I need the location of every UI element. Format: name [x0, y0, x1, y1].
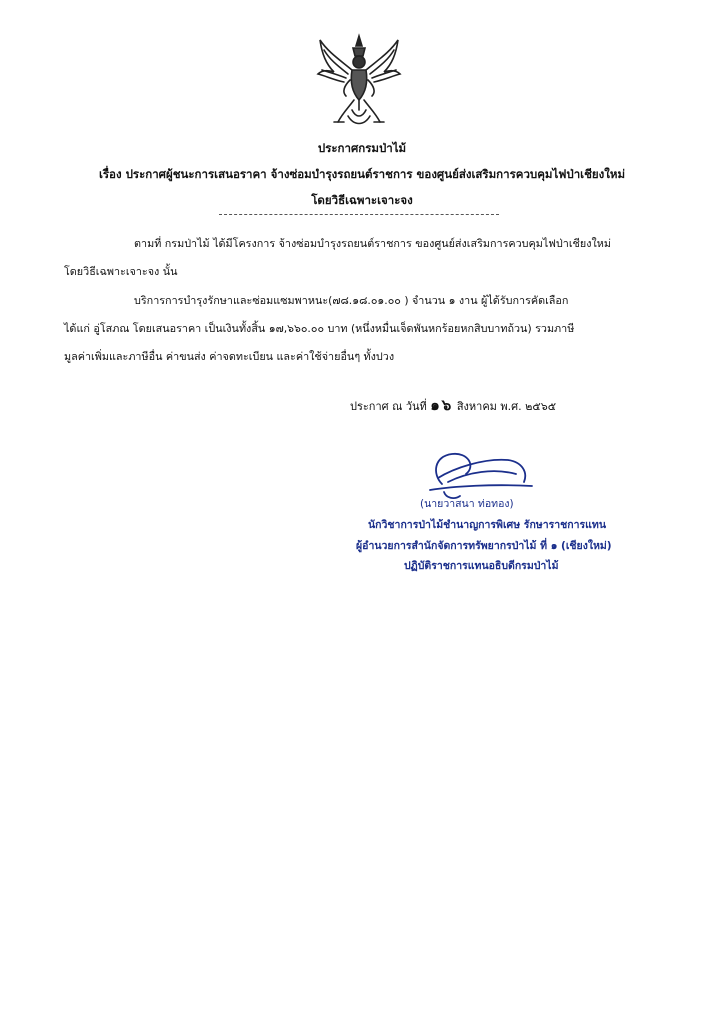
signatory-position-1: นักวิชาการป่าไม้ชำนาญการพิเศษ รักษาราชการแทน — [368, 519, 607, 531]
subject-line: เรื่อง ประกาศผู้ชนะการเสนอราคา จ้างซ่อมบำรุงรถยนต์ราชการ ของศูนย์ส่งเสริมการควบคุมไฟป่าเชียงใหม่ — [98, 167, 626, 181]
announcement-date — [350, 393, 556, 417]
date-prefix: ประกาศ ณ วันที่ — [350, 400, 427, 413]
signatory-name: (นายวาสนา ท่อทอง) — [420, 498, 514, 510]
dashed-divider — [219, 214, 499, 215]
garuda-emblem — [312, 30, 406, 130]
body-paragraph-2-line-2: ได้แก่ อู่โสภณ โดยเสนอราคา เป็นเงินทั้งสิ้น ๑๗,๖๖๐.๐๐ บาท (หนึ่งหมื่นเจ็ดพันหกร้อยหกสิบบาทถ้วน) รวมภาษี — [64, 322, 575, 335]
method-line: โดยวิธีเฉพาะเจาะจง — [311, 193, 413, 207]
body-paragraph-1-line-1: ตามที่ กรมป่าไม้ ได้มีโครงการ จ้างซ่อมบำรุงรถยนต์ราชการ ของศูนย์ส่งเสริมการควบคุมไฟป่าเชียงใหม่ — [134, 237, 611, 250]
body-paragraph-2-line-3: มูลค่าเพิ่มและภาษีอื่น ค่าขนส่ง ค่าจดทะเบียน และค่าใช้จ่ายอื่นๆ ทั้งปวง — [64, 350, 395, 363]
date-month-year: สิงหาคม พ.ศ. ๒๕๖๕ — [456, 400, 557, 413]
signatory-position-2: ผู้อำนวยการสำนักจัดการทรัพยากรป่าไม้ ที่ ๑ (เชียงใหม่) — [356, 540, 612, 552]
date-day: ๑๖ — [430, 396, 454, 414]
agency-title: ประกาศกรมป่าไม้ — [317, 141, 407, 155]
signatory-position-3: ปฏิบัติราชการแทนอธิบดีกรมป่าไม้ — [404, 560, 559, 572]
body-paragraph-1-line-2: โดยวิธีเฉพาะเจาะจง นั้น — [64, 265, 178, 278]
body-paragraph-2-line-1: บริการการบำรุงรักษาและซ่อมแซมพาหนะ(๗๘.๑๘.๐๑.๐๐ ) จำนวน ๑ งาน ผู้ได้รับการคัดเลือก — [134, 294, 569, 307]
